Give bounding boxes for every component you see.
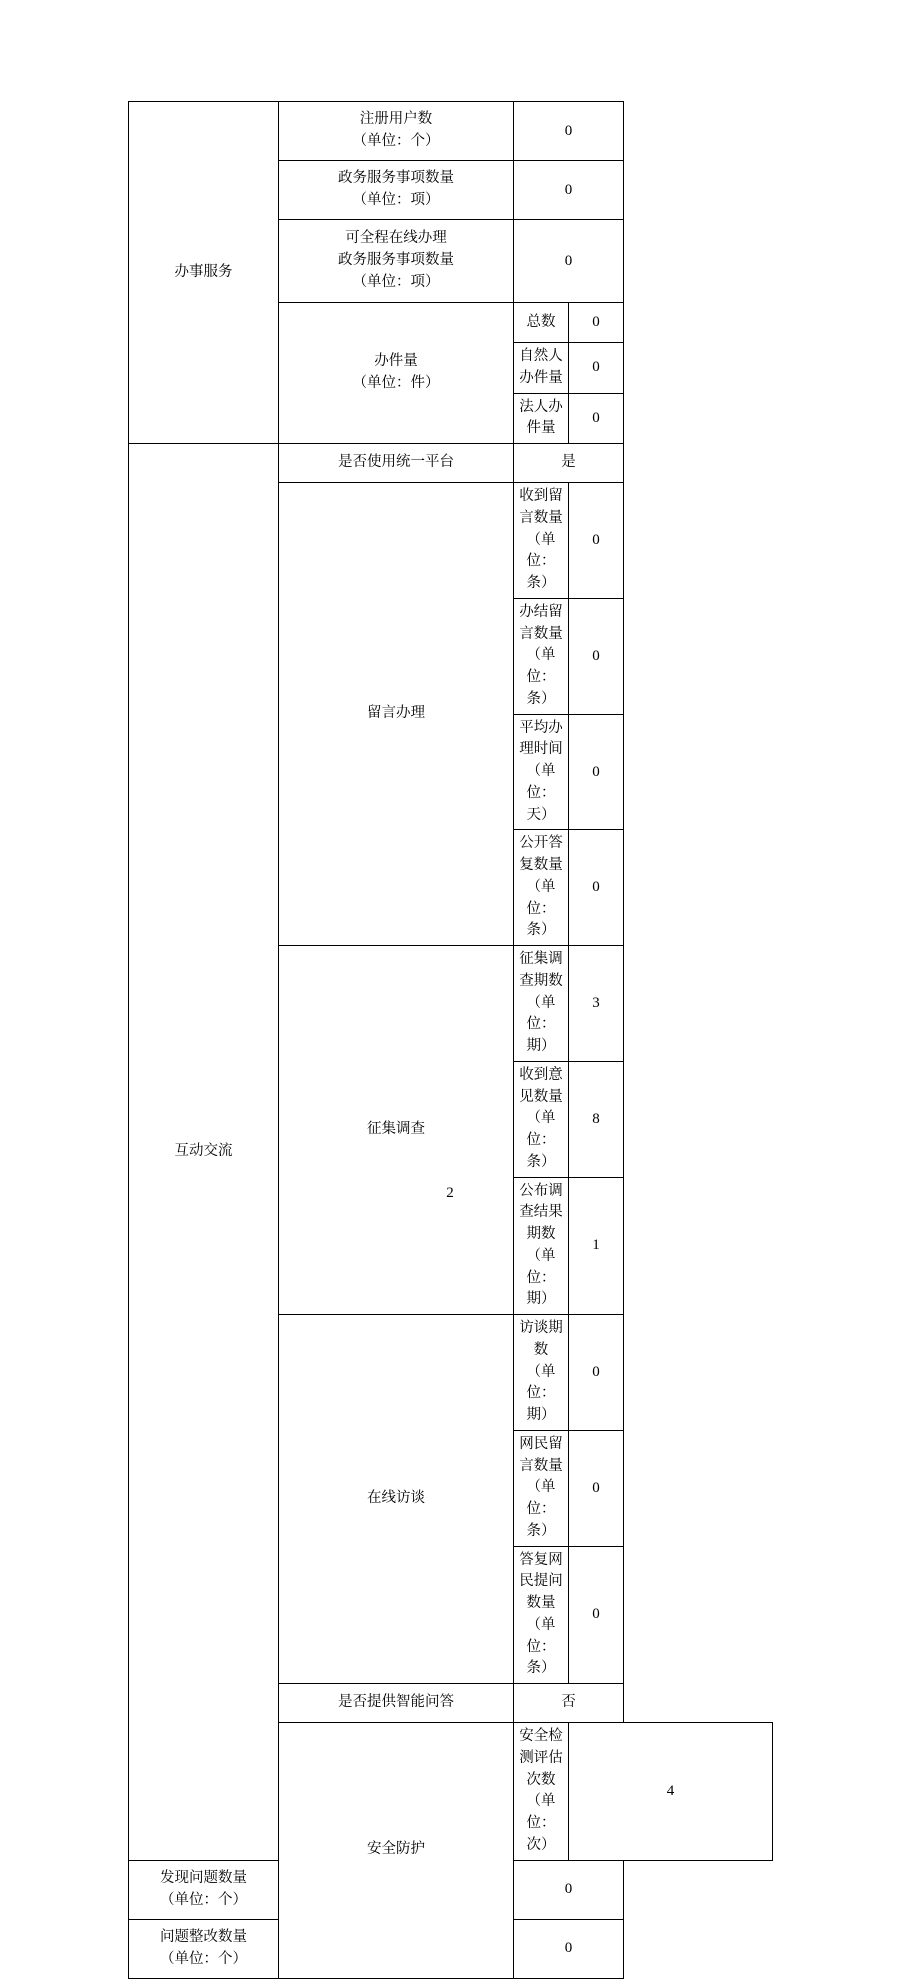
value-cell [569,1723,773,1861]
label-unit: （单位：项） [352,273,440,290]
sublabel-unit: （单位：期） [526,1247,556,1308]
label-cell [279,161,514,220]
sublabel-unit: （单位：期） [526,1363,556,1423]
value-cell: 是 [514,444,624,483]
value-text: 0 [592,647,600,664]
statistics-table-container [128,101,773,1979]
value-text: 0 [592,1606,600,1623]
label-unit: （单位：件） [352,375,440,391]
statistics-table [128,101,773,1979]
value-cell [514,220,624,303]
label-cell: 在线访谈 [279,1315,514,1684]
value-text: 0 [592,1364,600,1380]
value-text: 0 [564,252,573,269]
value-cell [514,1860,624,1919]
sublabel-unit: （单位：条） [526,1110,556,1170]
sublabel-line: 答复网民提问数量 [519,1551,563,1611]
sublabel-line: 公开答复数量 [519,835,563,873]
sublabel-cell [514,946,569,1062]
label-cell [279,303,514,444]
value-text: 0 [564,181,573,198]
label-line: 办件量 [374,353,418,370]
label-unit: （单位：次） [526,1793,556,1853]
label-cell [279,220,514,303]
label-cell [279,102,514,161]
sublabel-line: 办结留言数量 [519,603,563,642]
value-cell [569,483,624,599]
value-text: 0 [592,409,600,426]
value-cell [514,161,624,220]
value-text: 0 [564,1881,573,1898]
label-cell [129,1860,279,1919]
label-cell [129,1919,279,1978]
label-line-2: 政务服务事项数量 [338,252,454,269]
page-number: 2 [446,1185,454,1201]
value-text: 0 [592,314,600,331]
sublabel-cell [514,1430,569,1546]
label-line: 政务服务事项数量 [338,170,454,187]
sublabel-cell: 总数 [514,303,569,343]
sublabel-cell [514,1061,569,1177]
value-cell [569,393,624,444]
label-cell: 是否提供智能问答 [279,1684,514,1723]
value-cell [514,102,624,161]
sublabel-cell: 法人办件量 [514,393,569,444]
value-cell [569,830,624,946]
sublabel-line: 征集调查期数 [519,951,563,989]
value-text: 0 [564,122,573,139]
label-cell [514,1723,569,1861]
value-text: 0 [592,532,600,548]
sublabel-cell [514,1315,569,1431]
sublabel-unit: （单位：期） [526,994,556,1054]
sublabel-cell: 自然人办件量 [514,343,569,394]
category-cell-service: 办事服务 [129,102,279,444]
sublabel-unit: （单位：条） [526,1616,556,1677]
sublabel-cell [514,1546,569,1684]
sublabel-unit: （单位：条） [526,1479,556,1539]
value-text: 3 [592,995,600,1011]
sublabel-unit: （单位：天） [526,763,556,823]
label-unit: （单位：个） [160,1950,247,1967]
value-text: 1 [592,1237,600,1254]
sublabel-cell [514,830,569,946]
label-cell: 留言办理 [279,483,514,946]
label-unit: （单位：个） [160,1891,247,1908]
label-line: 发现问题数量 [160,1869,247,1886]
sublabel-cell [514,483,569,599]
sublabel-line: 收到意见数量 [519,1066,563,1105]
sublabel-line: 网民留言数量 [519,1435,563,1474]
value-text: 8 [592,1110,600,1127]
value-cell [569,1061,624,1177]
value-cell [569,714,624,830]
label-unit: （单位：项） [352,192,440,208]
value-cell [514,1919,624,1978]
label-cell: 征集调查 [279,946,514,1315]
value-cell [569,946,624,1062]
category-cell-security: 安全防护 [279,1723,514,1979]
sublabel-line: 公布调查结果期数 [519,1182,563,1242]
sublabel-cell [514,598,569,714]
sublabel-unit: （单位：条） [526,878,556,939]
sublabel-cell [514,714,569,830]
value-text: 0 [592,879,600,896]
label-cell: 是否使用统一平台 [279,444,514,483]
sublabel-unit: （单位：条） [526,531,556,591]
value-cell [569,343,624,394]
value-cell [569,1546,624,1684]
sublabel-unit: （单位：条） [526,647,556,707]
value-cell [569,1430,624,1546]
value-cell [569,303,624,343]
sublabel-line: 平均办理时间 [519,719,563,758]
table-row [129,102,773,161]
value-text: 0 [592,763,600,780]
value-cell: 否 [514,1684,624,1723]
table-row [129,444,773,483]
label-line: 可全程在线办理 [345,230,447,247]
value-text: 0 [592,1479,600,1496]
value-cell [569,598,624,714]
label-line: 问题整改数量 [160,1928,247,1945]
value-text: 4 [666,1782,675,1799]
sublabel-line: 访谈期数 [519,1320,563,1358]
value-cell [569,1315,624,1431]
label-line: 注册用户数 [359,111,433,128]
value-text: 0 [592,359,600,376]
label-unit: （单位：个） [352,133,440,149]
category-cell-interaction: 互动交流 [129,444,279,1861]
label-line: 安全检测评估次数 [519,1728,563,1788]
value-text: 0 [564,1940,573,1957]
sublabel-line: 收到留言数量 [519,488,563,526]
